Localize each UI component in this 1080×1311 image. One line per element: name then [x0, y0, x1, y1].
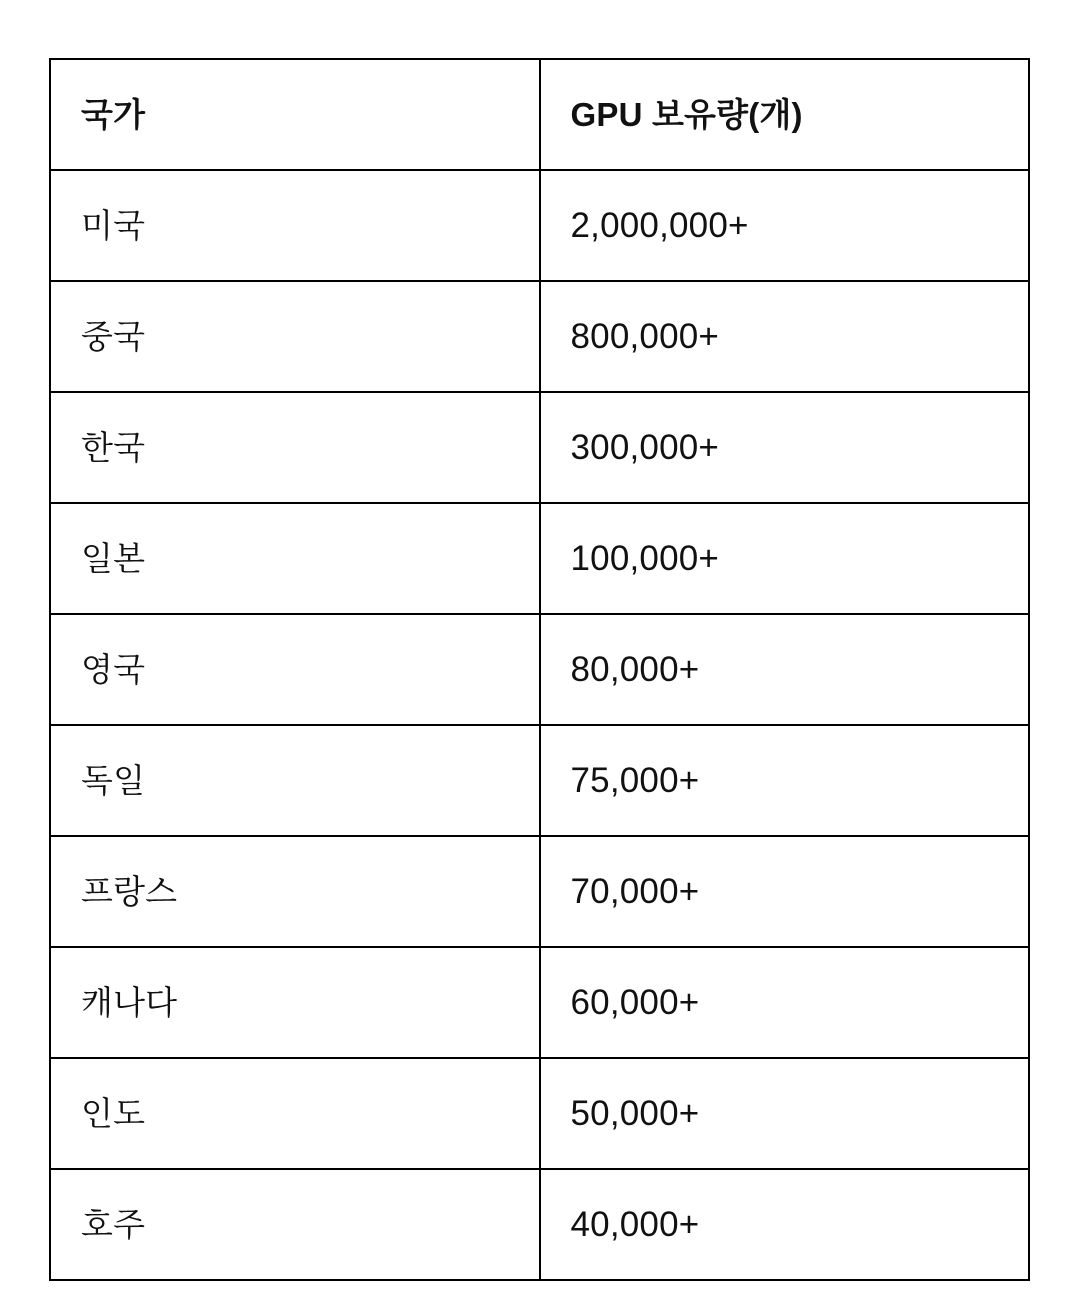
table-row — [50, 1169, 1029, 1280]
gpu-count-cell: 40,000+ — [540, 1169, 1030, 1280]
table-header-row — [50, 59, 1029, 170]
header-cell-country: 국가 — [50, 59, 540, 170]
table-row — [50, 392, 1029, 503]
table-row — [50, 947, 1029, 1058]
country-cell: 프랑스 — [50, 836, 540, 947]
gpu-holdings-table — [49, 58, 1030, 1281]
country-cell: 독일 — [50, 725, 540, 836]
table-row — [50, 503, 1029, 614]
gpu-count-cell: 100,000+ — [540, 503, 1030, 614]
country-cell: 미국 — [50, 170, 540, 281]
country-cell: 호주 — [50, 1169, 540, 1280]
country-cell: 인도 — [50, 1058, 540, 1169]
country-cell: 중국 — [50, 281, 540, 392]
table-row — [50, 836, 1029, 947]
table-row — [50, 725, 1029, 836]
table-row — [50, 281, 1029, 392]
table-row — [50, 1058, 1029, 1169]
gpu-count-cell: 80,000+ — [540, 614, 1030, 725]
gpu-count-cell: 2,000,000+ — [540, 170, 1030, 281]
gpu-count-cell: 70,000+ — [540, 836, 1030, 947]
gpu-count-cell: 800,000+ — [540, 281, 1030, 392]
country-cell: 캐나다 — [50, 947, 540, 1058]
gpu-count-cell: 60,000+ — [540, 947, 1030, 1058]
gpu-count-cell: 75,000+ — [540, 725, 1030, 836]
country-cell: 한국 — [50, 392, 540, 503]
table-row — [50, 170, 1029, 281]
table-row — [50, 614, 1029, 725]
gpu-count-cell: 300,000+ — [540, 392, 1030, 503]
gpu-count-cell: 50,000+ — [540, 1058, 1030, 1169]
header-cell-gpu-count: GPU 보유량(개) — [540, 59, 1030, 170]
country-cell: 영국 — [50, 614, 540, 725]
country-cell: 일본 — [50, 503, 540, 614]
